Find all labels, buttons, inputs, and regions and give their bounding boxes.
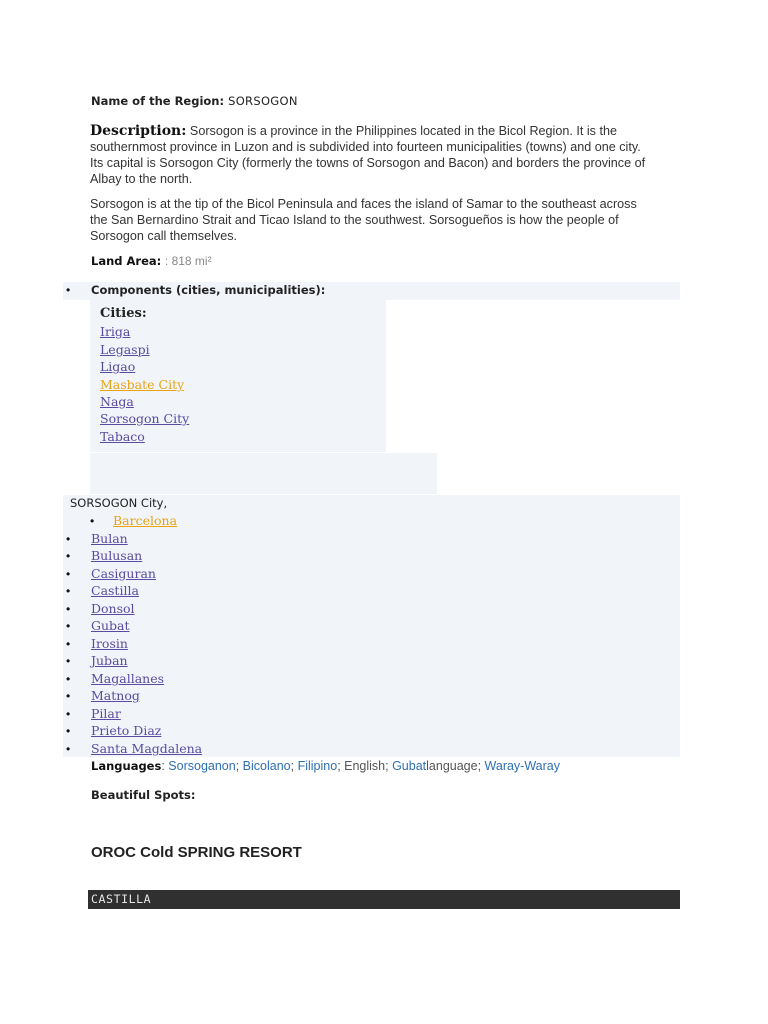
description-line-text: Sorsogon is a province in the Philippines located in the Bicol Region. It is the: [189, 124, 617, 138]
city-heading: SORSOGON City,: [70, 496, 168, 510]
castilla-bar: [88, 890, 680, 909]
description-paragraph-1: [90, 123, 680, 187]
bullet: •: [90, 514, 95, 528]
bullet: •: [66, 689, 71, 703]
city-link-naga[interactable]: Naga: [100, 394, 134, 409]
description-line: Its capital is Sorsogon City (formerly the towns of Sorsogon and Bacon) and borders the province of: [90, 156, 646, 170]
city-link-masbate-city[interactable]: Masbate City: [100, 377, 185, 392]
municipality-link-bulan[interactable]: Bulan: [91, 531, 128, 546]
municipality-link-juban[interactable]: Juban: [91, 653, 128, 668]
municipality-link-donsol[interactable]: Donsol: [91, 601, 135, 616]
language-link-filipino[interactable]: Filipino: [297, 759, 338, 773]
language-text-english: ; English;: [337, 759, 393, 773]
bullet: •: [66, 672, 71, 686]
region-name: [91, 94, 298, 108]
region-label: Name of the Region:: [91, 94, 225, 108]
bullet: •: [66, 602, 71, 616]
municipality-link-irosin[interactable]: Irosin: [91, 636, 128, 651]
languages-separator: :: [161, 759, 169, 773]
cities-title: Cities:: [100, 306, 147, 321]
resort-heading: OROC Cold SPRING RESORT: [91, 844, 302, 861]
land-area: [91, 254, 212, 268]
land-area-value: : 818 mi²: [164, 254, 212, 268]
description-line: [90, 123, 680, 139]
bullet: •: [66, 584, 71, 598]
description-line: the San Bernardino Strait and Ticao Island to the southwest. Sorsogueños is how the people of: [90, 213, 619, 227]
municipality-link-matnog[interactable]: Matnog: [91, 688, 140, 703]
description-paragraph-2: [90, 196, 680, 244]
municipality-link-magallanes[interactable]: Magallanes: [91, 671, 165, 686]
bullet: •: [66, 654, 71, 668]
language-link-bicolano[interactable]: Bicolano: [242, 759, 291, 773]
municipality-link-pilar[interactable]: Pilar: [91, 706, 121, 721]
bullet: •: [66, 619, 71, 633]
city-link-iriga[interactable]: Iriga: [100, 324, 131, 339]
language-text-language: language;: [426, 759, 485, 773]
municipalities-band: [63, 495, 680, 757]
municipality-link-prieto-diaz[interactable]: Prieto Diaz: [91, 723, 162, 738]
municipality-link-casiguran[interactable]: Casiguran: [91, 566, 156, 581]
land-area-label: Land Area:: [91, 254, 162, 268]
components-label: Components (cities, municipalities):: [91, 283, 326, 297]
castilla-bar-label: CASTILLA: [91, 892, 152, 906]
city-link-tabaco[interactable]: Tabaco: [100, 429, 145, 444]
city-link-legaspi[interactable]: Legaspi: [100, 342, 150, 357]
description-line: Sorsogon is at the tip of the Bicol Peninsula and faces the island of Samar to the southeast across: [90, 197, 637, 211]
municipality-link-barcelona[interactable]: Barcelona: [113, 513, 178, 528]
empty-box: [90, 453, 437, 494]
languages-line: [91, 759, 560, 773]
description-line: Albay to the north.: [90, 172, 193, 186]
municipality-link-bulusan[interactable]: Bulusan: [91, 548, 143, 563]
description-line: southernmost province in Luzon and is subdivided into fourteen municipalities (towns) and one city.: [90, 140, 641, 154]
municipality-link-castilla[interactable]: Castilla: [91, 583, 139, 598]
description-line: Sorsogon call themselves.: [90, 229, 237, 243]
languages-label: Languages: [91, 759, 162, 773]
bullet: •: [66, 742, 71, 756]
municipality-link-gubat[interactable]: Gubat: [91, 618, 130, 633]
bullet: •: [66, 549, 71, 563]
city-link-sorsogon-city[interactable]: Sorsogon City: [100, 411, 190, 426]
city-link-ligao[interactable]: Ligao: [100, 359, 136, 374]
bullet: •: [66, 637, 71, 651]
language-link-gubat[interactable]: Gubat: [392, 759, 427, 773]
language-link-waray-waray[interactable]: Waray-Waray: [484, 759, 560, 773]
municipality-link-santa-magdalena[interactable]: Santa Magdalena: [91, 741, 203, 756]
bullet: •: [66, 707, 71, 721]
bullet: •: [66, 532, 71, 546]
region-value: SORSOGON: [228, 94, 298, 108]
bullet: •: [66, 283, 71, 297]
language-separator: ;: [235, 759, 243, 773]
language-separator: ;: [290, 759, 298, 773]
language-link-sorsoganon[interactable]: Sorsoganon: [168, 759, 236, 773]
beautiful-spots-label: Beautiful Spots:: [91, 788, 196, 802]
bullet: •: [66, 724, 71, 738]
description-lead: Description:: [90, 123, 187, 139]
bullet: •: [66, 567, 71, 581]
